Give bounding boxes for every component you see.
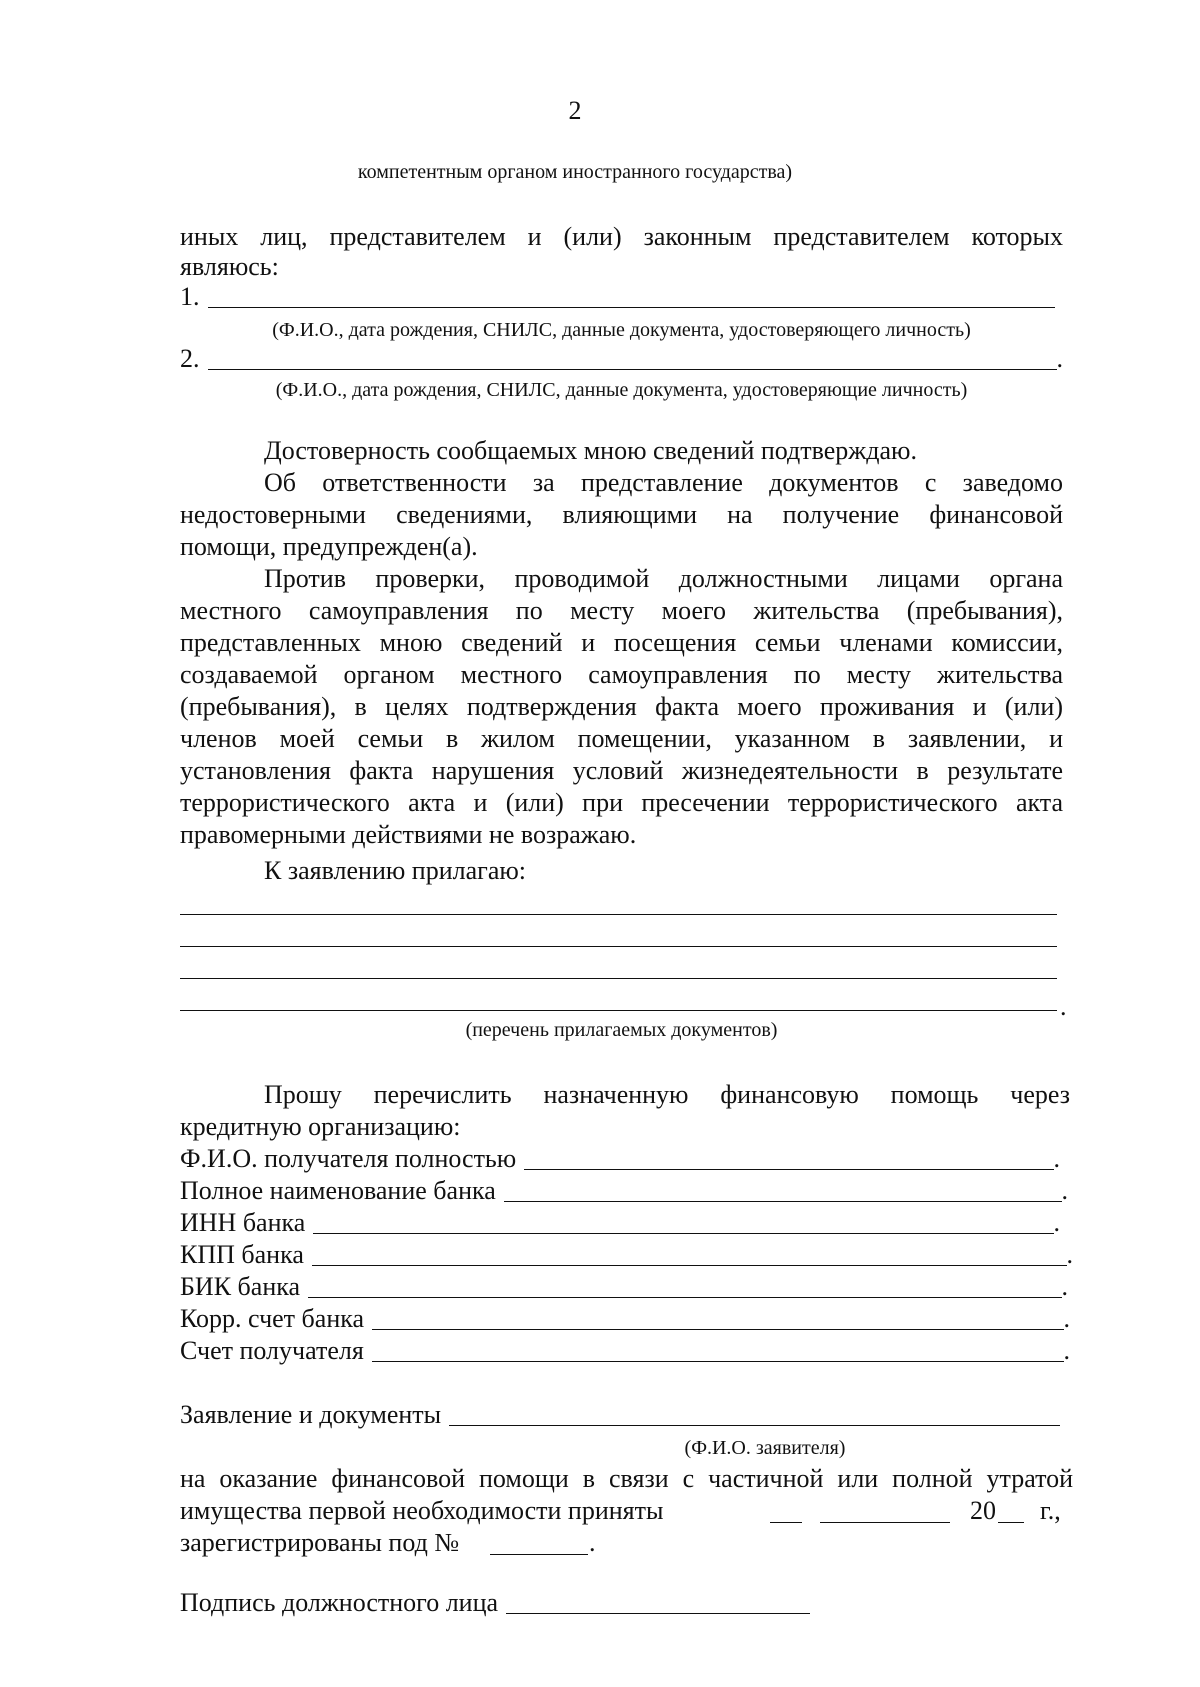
applicant-name-input[interactable] [449, 1403, 1060, 1426]
person-2-number: 2. [180, 344, 200, 373]
inspection-line-7: установления факта нарушения условий жизнедеятельности в результате [180, 756, 1063, 785]
bank-intro-line-1: Прошу перечислить назначенную финансовую помощь через [264, 1080, 1070, 1109]
bank-field-end: . [1063, 1336, 1070, 1365]
bank-field-label: Корр. счет банка [180, 1304, 365, 1333]
signature-row [180, 1588, 810, 1618]
person-2-end: . [1056, 344, 1063, 373]
bank-field-corr-account [180, 1304, 1070, 1334]
signature-label: Подпись должностного лица [180, 1588, 499, 1617]
bank-field-end: . [1061, 1176, 1068, 1205]
bank-kpp-input[interactable] [312, 1243, 1067, 1266]
recipient-account-input[interactable] [372, 1339, 1064, 1362]
intro-line-2: являюсь: [180, 252, 279, 281]
responsibility-line-3: помощи, предупрежден(а). [180, 532, 478, 561]
bank-field-bank-name [180, 1176, 1068, 1206]
person-1-input-line[interactable] [208, 285, 1056, 308]
bank-bik-input[interactable] [308, 1275, 1061, 1298]
bank-field-kpp [180, 1240, 1073, 1270]
bank-field-end: . [1061, 1272, 1068, 1301]
inspection-line-9: правомерными действиями не возражаю. [180, 820, 637, 849]
intro-line-1: иных лиц, представителем и (или) законным представителем которых [180, 222, 1063, 251]
recipient-name-input[interactable] [524, 1147, 1053, 1170]
inspection-line-3: представленных мною сведений и посещения семьи членами комиссии, [180, 628, 1063, 657]
bank-field-end: . [1053, 1208, 1060, 1237]
person-1-caption: (Ф.И.О., дата рождения, СНИЛС, данные документа, удостоверяющего личность) [272, 319, 971, 341]
bank-field-end: . [1066, 1240, 1073, 1269]
inspection-line-1: Против проверки, проводимой должностными лицами органа [264, 564, 1063, 593]
attachment-line-2[interactable] [180, 946, 1057, 947]
month-input-line[interactable] [820, 1522, 950, 1523]
responsibility-line-1: Об ответственности за представление документов с заведомо [264, 468, 1063, 497]
receipt-caption: (Ф.И.О. заявителя) [684, 1437, 846, 1459]
bank-field-label: Полное наименование банка [180, 1176, 496, 1205]
top-caption: компетентным органом иностранного государства) [357, 161, 793, 183]
inspection-line-6: членов моей семьи в жилом помещении, указанном в заявлении, и [180, 724, 1063, 753]
attachment-line-1[interactable] [180, 914, 1057, 915]
bank-intro-line-2: кредитную организацию: [180, 1112, 461, 1141]
bank-field-recipient-name [180, 1144, 1060, 1174]
day-input-line[interactable] [770, 1522, 802, 1523]
attachment-line-3[interactable] [180, 978, 1057, 979]
receipt-label: Заявление и документы [180, 1400, 442, 1429]
attachments-caption: (перечень прилагаемых документов) [465, 1019, 778, 1041]
inspection-line-4: создаваемой органом местного самоуправления по месту жительства [180, 660, 1063, 689]
page-number: 2 [568, 96, 582, 125]
receipt-line-3-text: зарегистрированы под № [180, 1528, 460, 1557]
year-prefix: 20 [970, 1496, 996, 1525]
bank-field-bik [180, 1272, 1068, 1302]
bank-field-end: . [1063, 1304, 1070, 1333]
inspection-line-2: местного самоуправления по месту моего жительства (пребывания), [180, 596, 1063, 625]
receipt-row [180, 1400, 1060, 1430]
bank-field-label: КПП банка [180, 1240, 304, 1269]
signature-input-line[interactable] [506, 1591, 810, 1614]
reliability-paragraph: Достоверность сообщаемых мною сведений подтверждаю. [264, 436, 917, 465]
person-2-input-line[interactable] [208, 347, 1057, 370]
year-suffix: г., [1040, 1496, 1061, 1525]
attachments-label: К заявлению прилагаю: [264, 856, 527, 885]
bank-name-input[interactable] [504, 1179, 1062, 1202]
receipt-line-1: на оказание финансовой помощи в связи с частичной или полной утратой [180, 1464, 1073, 1493]
bank-field-end: . [1053, 1144, 1060, 1173]
person-2-row [180, 344, 1063, 374]
registration-number-input[interactable] [490, 1554, 588, 1555]
person-1-number: 1. [180, 282, 200, 311]
bank-field-label: Ф.И.О. получателя полностью [180, 1144, 517, 1173]
bank-field-label: Счет получателя [180, 1336, 364, 1365]
person-1-row [180, 282, 1055, 312]
bank-field-inn [180, 1208, 1060, 1238]
bank-corr-account-input[interactable] [372, 1307, 1063, 1330]
inspection-line-5: (пребывания), в целях подтверждения факта моего проживания и (или) [180, 692, 1063, 721]
attachment-end: . [1060, 992, 1067, 1021]
attachment-line-4[interactable] [180, 1010, 1057, 1011]
bank-field-recipient-account [180, 1336, 1070, 1366]
inspection-line-8: террористического акта и (или) при пресечении террористического акта [180, 788, 1063, 817]
bank-field-label: ИНН банка [180, 1208, 306, 1237]
bank-inn-input[interactable] [313, 1211, 1053, 1234]
receipt-line-2-text: имущества первой необходимости приняты [180, 1496, 664, 1525]
bank-field-label: БИК банка [180, 1272, 301, 1301]
year-input-line[interactable] [998, 1522, 1024, 1523]
receipt-line-3-end: . [589, 1528, 596, 1557]
responsibility-line-2: недостоверными сведениями, влияющими на получение финансовой [180, 500, 1063, 529]
person-2-caption: (Ф.И.О., дата рождения, СНИЛС, данные документа, удостоверяющие личность) [275, 379, 968, 401]
